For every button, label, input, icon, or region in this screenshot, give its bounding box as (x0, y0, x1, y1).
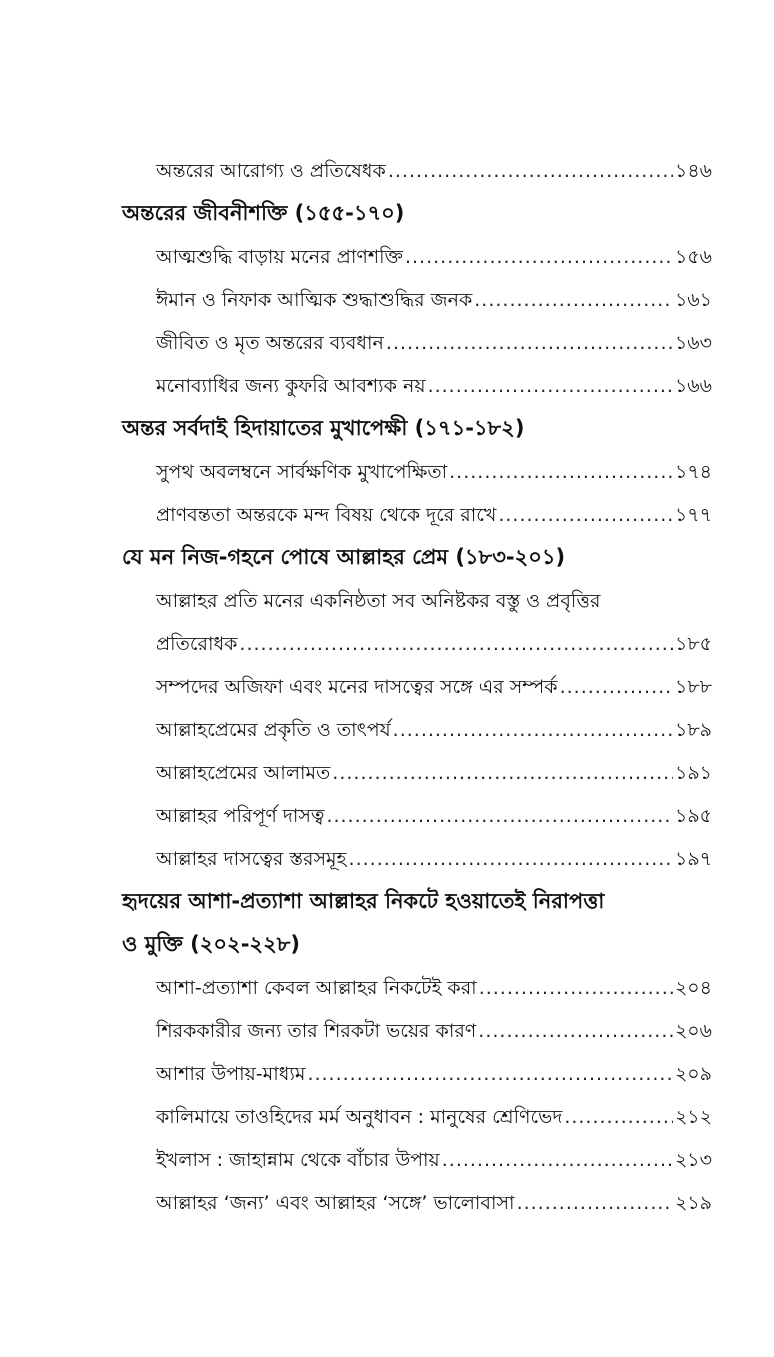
toc-entry (156, 320, 712, 363)
dot-leader (393, 718, 673, 742)
toc-page-number: ১৯৫ (675, 805, 712, 827)
toc-page-number: ২১৯ (674, 1192, 712, 1214)
toc-page-number: ১৬৬ (674, 375, 712, 397)
toc-entry (156, 492, 712, 535)
dot-leader (326, 804, 673, 828)
toc-entry-title: সম্পদের অজিফা এবং মনের দাসত্বের সঙ্গে এর সম্পর্ক (156, 676, 558, 698)
toc-section-heading-continued (122, 922, 722, 965)
toc-entry-title: জীবিত ও মৃত অন্তরের ব্যবধান (156, 332, 384, 354)
toc-page-number: ২১২ (674, 1106, 712, 1128)
toc-entry (156, 1094, 712, 1137)
toc-page-number: ২১৩ (674, 1149, 712, 1171)
dot-leader (564, 1105, 673, 1129)
dot-leader (498, 503, 673, 527)
toc-entry-title: কালিমায়ে তাওহিদের মর্ম অনুধাবন : মানুষের শ্রেণিভেদ (156, 1106, 563, 1128)
toc-page-number: ১৮৮ (675, 676, 712, 698)
toc-page-number: ১৯৭ (674, 848, 712, 870)
toc-entry (156, 664, 712, 707)
toc-entry-title: আশার উপায়-মাধ্যম (156, 1063, 306, 1085)
toc-entry-title: আল্লাহর দাসত্বের স্তরসমূহ (156, 848, 347, 870)
section-title: হৃদয়ের আশা-প্রত্যাশা আল্লাহর নিকটে হওয়াতেই নিরাপত্তা (122, 889, 605, 913)
toc-entry-title: প্রতিরোধক (156, 633, 238, 655)
toc-page-number: ১৫৬ (674, 246, 712, 268)
toc-entry (156, 1137, 712, 1180)
toc-entry (156, 707, 712, 750)
toc-entry (156, 965, 712, 1008)
dot-leader (449, 460, 673, 484)
toc-page-number: ১৯১ (675, 762, 712, 784)
toc-page-number: ২০৪ (674, 977, 712, 999)
toc-section-heading (122, 879, 722, 922)
section-title: যে মন নিজ-গহনে পোষে আল্লাহর প্রেম (১৮৩-২০১) (122, 545, 566, 569)
dot-leader (517, 1191, 673, 1215)
toc-page-number: ১৪৬ (674, 160, 712, 182)
table-of-contents (0, 148, 774, 1223)
toc-page-number: ১৮৯ (675, 719, 712, 741)
toc-entry (156, 363, 712, 406)
toc-entry-title: আল্লাহপ্রেমের আলামত (156, 762, 331, 784)
dot-leader (349, 847, 673, 871)
dot-leader (239, 632, 673, 656)
toc-entry-title: প্রাণবন্ততা অন্তরকে মন্দ বিষয় থেকে দূরে রাখে (156, 504, 497, 526)
toc-entry-title: ইখলাস : জাহান্নাম থেকে বাঁচার উপায় (156, 1149, 440, 1171)
toc-section-heading (122, 191, 722, 234)
toc-entry-title: আশা-প্রত্যাশা কেবল আল্লাহর নিকটেই করা (156, 977, 477, 999)
toc-page-number: ১৮৫ (675, 633, 712, 655)
toc-page-number: ২০৬ (674, 1020, 712, 1042)
dot-leader (478, 1019, 673, 1043)
section-title: ও মুক্তি (২০২-২২৮) (122, 932, 300, 956)
toc-entry-title: আত্মশুদ্ধি বাড়ায় মনের প্রাণশক্তি (156, 246, 403, 268)
toc-entry-title: আল্লাহর ‘জন্য’ এবং আল্লাহর ‘সঙ্গে’ ভালোবাসা (156, 1192, 515, 1214)
dot-leader (479, 976, 673, 1000)
toc-entry (156, 1051, 712, 1094)
dot-leader (560, 675, 673, 699)
toc-entry (156, 836, 712, 879)
toc-entry-title: মনোব্যাধির জন্য কুফরি আবশ্যক নয় (156, 375, 426, 397)
toc-page-number: ১৬৩ (674, 332, 712, 354)
dot-leader (332, 761, 673, 785)
dot-leader (386, 331, 673, 355)
toc-entry-title: আল্লাহপ্রেমের প্রকৃতি ও তাৎপর্য (156, 719, 391, 741)
toc-entry-title: সুপথ অবলম্বনে সার্বক্ষণিক মুখাপেক্ষিতা (156, 461, 448, 483)
dot-leader (428, 374, 673, 398)
toc-page-number: ১৭৭ (674, 504, 712, 526)
toc-entry-title: শিরককারীর জন্য তার শিরকটা ভয়ের কারণ (156, 1020, 477, 1042)
toc-entry (156, 793, 712, 836)
toc-entry (156, 1180, 712, 1223)
toc-section-heading (122, 535, 722, 578)
toc-entry (156, 578, 712, 621)
toc-page-number: ১৭৪ (674, 461, 712, 483)
dot-leader (442, 1148, 673, 1172)
toc-entry (156, 234, 712, 277)
toc-entry (156, 750, 712, 793)
toc-section-heading (122, 406, 722, 449)
dot-leader (474, 288, 673, 312)
dot-leader (307, 1062, 673, 1086)
section-title: অন্তর সর্বদাই হিদায়াতের মুখাপেক্ষী (১৭১-১৮২) (122, 416, 525, 440)
toc-entry-title: ঈমান ও নিফাক আত্মিক শুদ্ধাশুদ্ধির জনক (156, 289, 473, 311)
toc-page-number: ২০৯ (674, 1063, 712, 1085)
toc-entry-title: আল্লাহর পরিপূর্ণ দাসত্ব (156, 805, 325, 827)
toc-entry (156, 449, 712, 492)
toc-entry (156, 148, 712, 191)
dot-leader (388, 159, 673, 183)
toc-entry (156, 1008, 712, 1051)
toc-entry (156, 277, 712, 320)
toc-entry-title: আল্লাহর প্রতি মনের একনিষ্ঠতা সব অনিষ্টকর বস্তু ও প্রবৃত্তির (156, 590, 601, 612)
toc-entry-title: অন্তরের আরোগ্য ও প্রতিষেধক (156, 160, 386, 182)
dot-leader (405, 245, 673, 269)
toc-page-number: ১৬১ (674, 289, 712, 311)
section-title: অন্তরের জীবনীশক্তি (১৫৫-১৭০) (122, 201, 405, 225)
toc-entry (156, 621, 712, 664)
